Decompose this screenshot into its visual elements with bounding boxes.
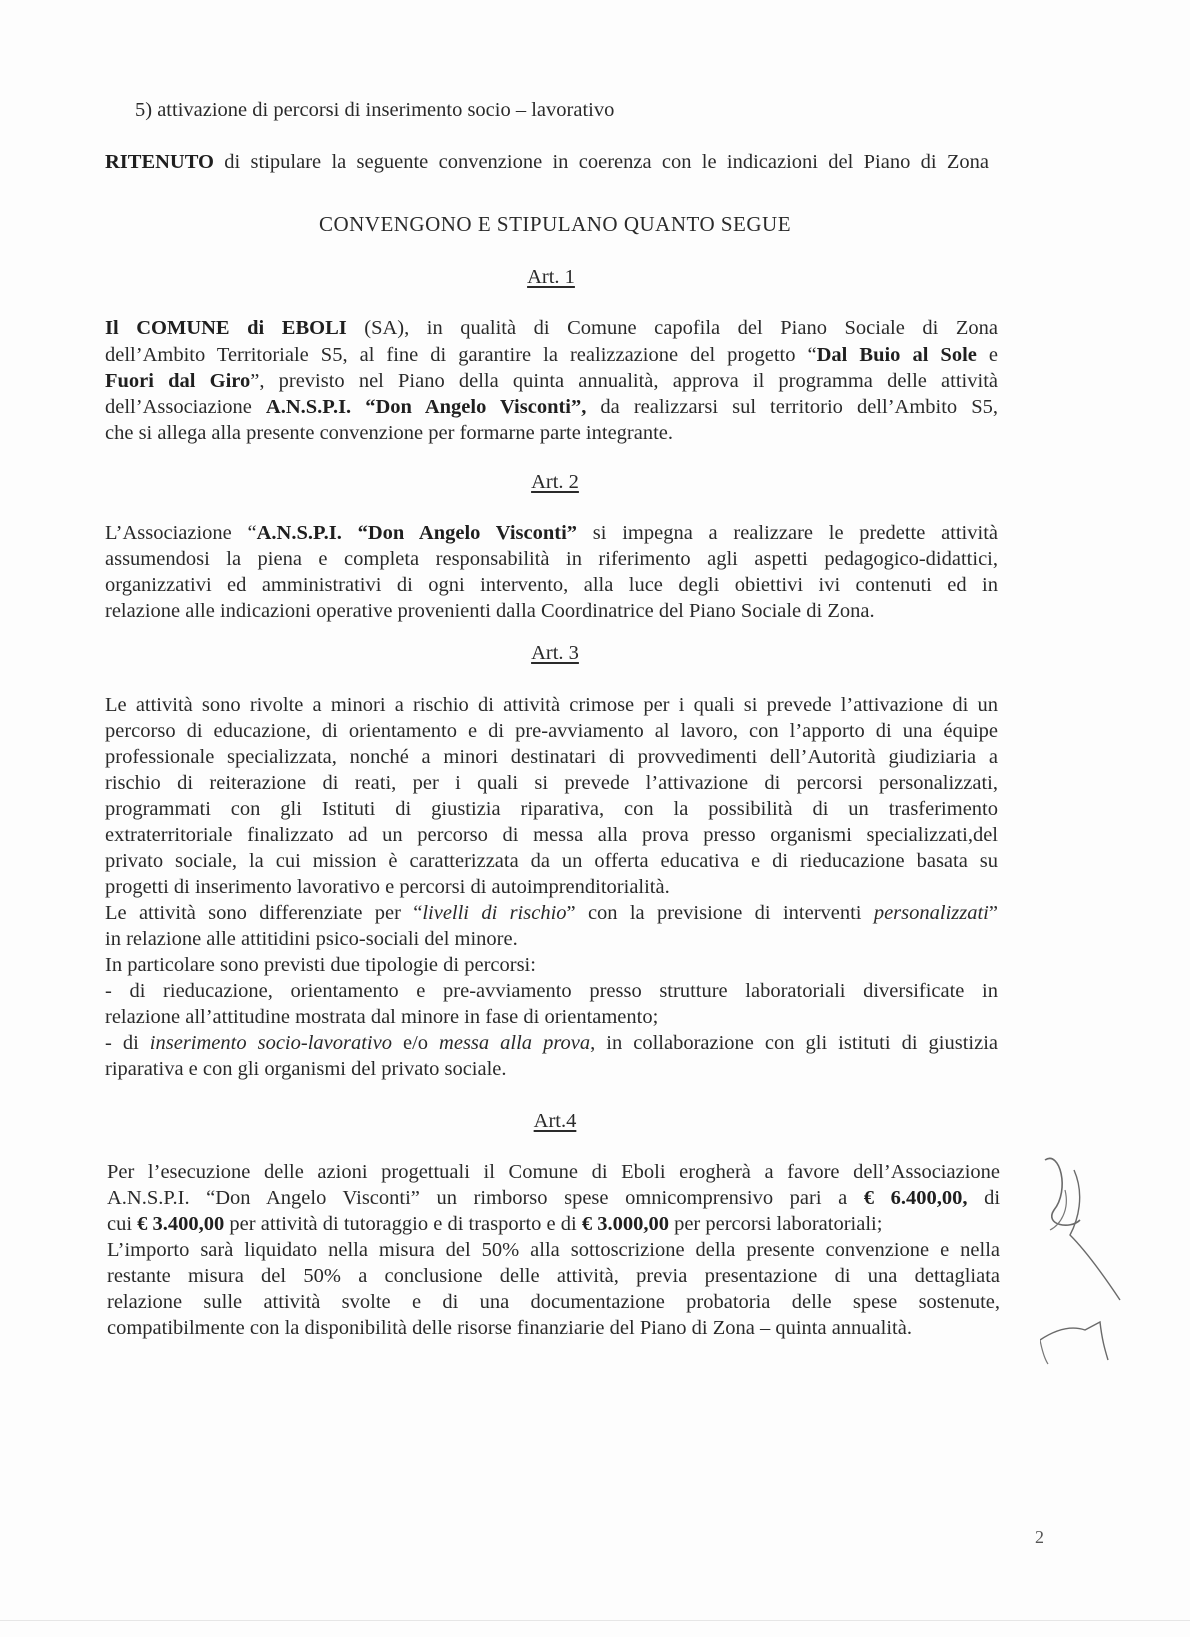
ritenuto-paragraph: RITENUTO di stipulare la seguente convenzione in coerenza con le indicazioni del Piano di Zona (105, 151, 989, 173)
art3-title: Art. 3 (531, 642, 579, 664)
art1-line: Il COMUNE di EBOLI (SA), in qualità di Comune capofila del Piano Sociale di Zona (105, 317, 998, 339)
art2-line: L’Associazione “A.N.S.P.I. “Don Angelo Visconti” si impegna a realizzare le predette attività (105, 522, 998, 544)
art4-line: Per l’esecuzione delle azioni progettuali il Comune di Eboli erogherà a favore dell’Associazione (107, 1161, 1000, 1183)
art3-line: progetti di inserimento lavorativo e percorsi di autoimprenditorialità. (105, 876, 670, 898)
art3-line: rischio di reiterazione di reati, per i quali si prevede l’attivazione di percorsi personalizzati, (105, 772, 998, 794)
art4-line: cui € 3.400,00 per attività di tutoraggio e di trasporto e di € 3.000,00 per percorsi laboratoriali; (107, 1213, 883, 1235)
intro-item: 5) attivazione di percorsi di inserimento socio – lavorativo (135, 99, 615, 121)
art4-line: A.N.S.P.I. “Don Angelo Visconti” un rimborso spese omnicomprensivo pari a € 6.400,00, di (107, 1187, 1001, 1209)
art3-line: - di rieducazione, orientamento e pre-avviamento presso strutture laboratoriali diversificate in (105, 980, 998, 1002)
art4-title: Art.4 (533, 1110, 577, 1132)
art3-line: privato sociale, la cui mission è caratterizzata da un offerta educativa e di rieducazione basata su (105, 850, 998, 872)
scan-edge-divider (0, 1620, 1190, 1621)
handwritten-signature (1040, 1150, 1150, 1410)
art2-line: assumendosi la piena e completa responsabilità in riferimento agli aspetti pedagogico-didattici, (105, 548, 998, 570)
art3-line: relazione all’attitudine mostrata dal minore in fase di orientamento; (105, 1006, 659, 1028)
art1-line: dell’Ambito Territoriale S5, al fine di garantire la realizzazione del progetto “Dal Buio al Sole e (105, 344, 999, 366)
art1-title: Art. 1 (527, 266, 575, 288)
art2-line: organizzativi ed amministrativi di ogni intervento, alla luce degli obiettivi ivi contenuti ed in (105, 574, 998, 596)
art3-line: percorso di educazione, di orientamento e di pre-avviamento al lavoro, con l’apporto di una équipe (105, 720, 998, 742)
main-heading: CONVENGONO E STIPULANO QUANTO SEGUE (318, 212, 792, 236)
art2-title: Art. 2 (531, 471, 579, 493)
art3-line: professionale specializzata, nonché a minori destinatari di provvedimenti dell’Autorità giudiziaria a (105, 746, 998, 768)
art3-line: in relazione alle attitidini psico-sociali del minore. (105, 928, 518, 950)
art1-line: Fuori dal Giro”, previsto nel Piano della quinta annualità, approva il programma delle attività (105, 370, 998, 392)
art1-line: dell’Associazione A.N.S.P.I. “Don Angelo Visconti”, da realizzarsi sul territorio dell’Ambito S5, (105, 396, 998, 418)
art4-line: restante misura del 50% a conclusione delle attività, previa presentazione di una dettagliata (107, 1265, 1000, 1287)
art4-line: compatibilmente con la disponibilità delle risorse finanziarie del Piano di Zona – quinta annualità. (107, 1317, 912, 1339)
art4-line: L’importo sarà liquidato nella misura del 50% alla sottoscrizione della presente convenzione e nella (107, 1239, 1000, 1261)
art4-line: relazione sulle attività svolte e di una documentazione probatoria delle spese sostenute, (107, 1291, 1000, 1313)
page-number: 2 (1035, 1527, 1044, 1547)
art3-line: Le attività sono rivolte a minori a rischio di attività crimose per i quali si prevede l’attivazione di un (105, 694, 998, 716)
art1-line: che si allega alla presente convenzione per formarne parte integrante. (105, 422, 674, 444)
art2-line: relazione alle indicazioni operative provenienti dalla Coordinatrice del Piano Sociale di Zona. (105, 600, 875, 622)
art3-line: In particolare sono previsti due tipologie di percorsi: (105, 954, 536, 976)
art3-line: riparativa e con gli organismi del privato sociale. (105, 1058, 507, 1080)
art3-line: programmati con gli Istituti di giustizia riparativa, con la possibilità di un trasferimento (105, 798, 998, 820)
art3-line: Le attività sono differenziate per “livelli di rischio” con la previsione di interventi personalizzati” (105, 902, 998, 924)
art3-line: extraterritoriale finalizzato ad un percorso di messa alla prova presso organismi specializzati,del (105, 824, 998, 846)
art3-line: - di inserimento socio-lavorativo e/o messa alla prova, in collaborazione con gli istituti di giustizia (105, 1032, 998, 1054)
